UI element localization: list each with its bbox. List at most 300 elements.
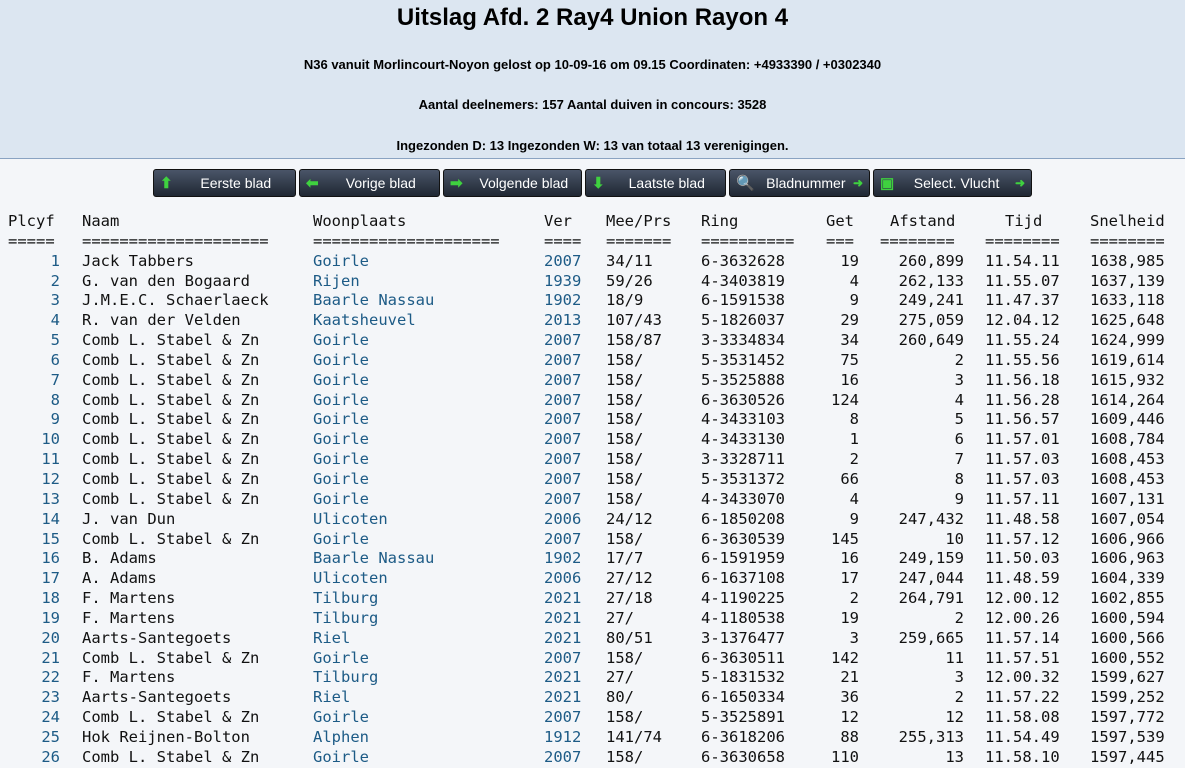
club-link[interactable]: 2006	[544, 569, 582, 588]
town-link[interactable]: Goirle	[313, 747, 369, 766]
speed-cell: 1600,594	[1090, 608, 1165, 627]
ring-cell: 3-3334834	[701, 331, 785, 350]
town-link[interactable]: Goirle	[313, 370, 369, 389]
ring-cell: 6-1637108	[701, 569, 785, 588]
distance-cell: 249,159	[898, 549, 964, 568]
club-link[interactable]: 2021	[544, 608, 582, 627]
sep-get: ===	[826, 231, 854, 250]
table-row	[0, 589, 1185, 609]
entries-cell: 158/	[606, 410, 644, 429]
place-link[interactable]: 18	[41, 589, 60, 608]
page-number-button[interactable]	[729, 169, 870, 197]
time-cell: 11.58.08	[985, 708, 1060, 727]
ring-cell: 5-1826037	[701, 311, 785, 330]
go-arrow-icon: ➜	[1014, 176, 1025, 190]
club-link[interactable]: 2007	[544, 350, 582, 369]
town-link[interactable]: Goirle	[313, 410, 369, 429]
entries-cell: 34/11	[606, 251, 653, 270]
ring-cell: 4-3433103	[701, 410, 785, 429]
club-link[interactable]: 2007	[544, 251, 582, 270]
club-link[interactable]: 2021	[544, 628, 582, 647]
marked-cell: 17	[840, 569, 859, 588]
club-link[interactable]: 1902	[544, 549, 582, 568]
sep-plcyf: =====	[8, 231, 55, 250]
table-row	[0, 430, 1185, 450]
col-woonplaats: Woonplaats	[313, 212, 407, 230]
table-row	[0, 748, 1185, 768]
entries-cell: 158/	[606, 430, 644, 449]
distance-cell: 262,133	[898, 271, 964, 290]
entries-cell: 158/	[606, 489, 644, 508]
distance-cell: 255,313	[898, 727, 964, 746]
place-link[interactable]: 12	[41, 469, 60, 488]
name-cell: Comb L. Stabel & Zn	[82, 430, 260, 449]
col-plcyf: Plcyf	[8, 212, 55, 230]
marked-cell: 36	[840, 688, 859, 707]
name-cell: Hok Reijnen-Bolton	[82, 727, 250, 746]
entries-cell: 158/	[606, 450, 644, 469]
distance-cell: 260,899	[898, 251, 964, 270]
speed-cell: 1599,627	[1090, 668, 1165, 687]
time-cell: 11.57.22	[985, 688, 1060, 707]
col-tijd: Tijd	[1005, 212, 1043, 230]
name-cell: Comb L. Stabel & Zn	[82, 450, 260, 469]
table-row	[0, 272, 1185, 292]
name-cell: B. Adams	[82, 549, 157, 568]
table-row	[0, 728, 1185, 748]
distance-cell: 5	[954, 410, 964, 429]
time-cell: 11.58.10	[985, 747, 1060, 766]
time-cell: 11.56.18	[985, 370, 1060, 389]
distance-cell: 3	[954, 668, 964, 687]
table-row	[0, 549, 1185, 569]
town-link[interactable]: Kaatsheuvel	[313, 311, 416, 330]
club-link[interactable]: 1912	[544, 727, 582, 746]
time-cell: 11.56.57	[985, 410, 1060, 429]
ring-cell: 6-3618206	[701, 727, 785, 746]
speed-cell: 1614,264	[1090, 390, 1165, 409]
name-cell: Comb L. Stabel & Zn	[82, 350, 260, 369]
speed-cell: 1599,252	[1090, 688, 1165, 707]
time-cell: 11.55.07	[985, 271, 1060, 290]
entries-cell: 17/7	[606, 549, 644, 568]
name-cell: Jack Tabbers	[82, 251, 194, 270]
entries-cell: 27/18	[606, 589, 653, 608]
marked-cell: 2	[849, 589, 859, 608]
town-link[interactable]: Goirle	[313, 390, 369, 409]
page-number-label: Bladnummer	[766, 175, 846, 191]
place-link[interactable]: 22	[41, 668, 60, 687]
town-link[interactable]: Goirle	[313, 450, 369, 469]
place-link[interactable]: 20	[41, 628, 60, 647]
time-cell: 11.55.56	[985, 350, 1060, 369]
club-link[interactable]: 2021	[544, 688, 582, 707]
ring-cell: 3-3328711	[701, 450, 785, 469]
name-cell: Comb L. Stabel & Zn	[82, 648, 260, 667]
sep-ver: ====	[544, 231, 582, 250]
ring-cell: 6-3630526	[701, 390, 785, 409]
place-link[interactable]: 19	[41, 608, 60, 627]
ring-cell: 6-3630511	[701, 648, 785, 667]
town-link[interactable]: Tilburg	[313, 608, 379, 627]
marked-cell: 75	[840, 350, 859, 369]
club-link[interactable]: 2021	[544, 668, 582, 687]
time-cell: 12.00.12	[985, 589, 1060, 608]
club-link[interactable]: 2006	[544, 509, 582, 528]
first-page-button[interactable]	[153, 169, 296, 197]
town-link[interactable]: Riel	[313, 688, 351, 707]
entries-cell: 141/74	[606, 727, 662, 746]
time-cell: 11.54.11	[985, 251, 1060, 270]
entries-cell: 158/87	[606, 331, 662, 350]
marked-cell: 142	[831, 648, 859, 667]
marked-cell: 124	[831, 390, 859, 409]
ring-cell: 6-3632628	[701, 251, 785, 270]
next-page-button[interactable]	[443, 169, 582, 197]
town-link[interactable]: Baarle Nassau	[313, 291, 435, 310]
name-cell: Comb L. Stabel & Zn	[82, 489, 260, 508]
name-cell: Comb L. Stabel & Zn	[82, 469, 260, 488]
table-row	[0, 252, 1185, 272]
town-link[interactable]: Goirle	[313, 350, 369, 369]
entries-cell: 107/43	[606, 311, 662, 330]
distance-cell: 7	[954, 450, 964, 469]
marked-cell: 110	[831, 747, 859, 766]
town-link[interactable]: Goirle	[313, 469, 369, 488]
time-cell: 11.50.03	[985, 549, 1060, 568]
ring-cell: 6-3630539	[701, 529, 785, 548]
distance-cell: 275,059	[898, 311, 964, 330]
entries-cell: 158/	[606, 529, 644, 548]
speed-cell: 1633,118	[1090, 291, 1165, 310]
town-link[interactable]: Goirle	[313, 708, 369, 727]
town-link[interactable]: Baarle Nassau	[313, 549, 435, 568]
marked-cell: 2	[849, 450, 859, 469]
col-afstand: Afstand	[890, 212, 956, 230]
place-link[interactable]: 15	[41, 529, 60, 548]
ring-cell: 4-3433070	[701, 489, 785, 508]
table-row	[0, 510, 1185, 530]
table-row	[0, 688, 1185, 708]
table-row	[0, 629, 1185, 649]
time-cell: 11.54.49	[985, 727, 1060, 746]
name-cell: Comb L. Stabel & Zn	[82, 529, 260, 548]
previous-page-button[interactable]	[299, 169, 440, 197]
speed-cell: 1606,966	[1090, 529, 1165, 548]
time-cell: 12.04.12	[985, 311, 1060, 330]
distance-cell: 11	[945, 648, 964, 667]
time-cell: 12.00.32	[985, 668, 1060, 687]
table-row	[0, 569, 1185, 589]
time-cell: 11.55.24	[985, 331, 1060, 350]
table-row	[0, 291, 1185, 311]
col-get: Get	[826, 212, 854, 230]
distance-cell: 259,665	[898, 628, 964, 647]
place-link[interactable]: 14	[41, 509, 60, 528]
town-link[interactable]: Alphen	[313, 727, 369, 746]
place-link[interactable]: 4	[50, 311, 60, 330]
place-link[interactable]: 9	[50, 410, 60, 429]
club-link[interactable]: 2021	[544, 589, 582, 608]
table-row	[0, 668, 1185, 688]
place-link[interactable]: 16	[41, 549, 60, 568]
table-separator	[0, 232, 1185, 252]
arrow-up-icon: ⬆	[160, 175, 173, 192]
time-cell: 11.56.28	[985, 390, 1060, 409]
distance-cell: 2	[954, 608, 964, 627]
ring-cell: 4-1180538	[701, 608, 785, 627]
entries-cell: 27/	[606, 608, 634, 627]
sep-naam: ====================	[82, 231, 269, 250]
speed-cell: 1638,985	[1090, 251, 1165, 270]
results-table	[0, 212, 1185, 768]
club-link[interactable]: 2007	[544, 747, 582, 766]
distance-cell: 249,241	[898, 291, 964, 310]
town-link[interactable]: Ulicoten	[313, 569, 388, 588]
speed-cell: 1597,445	[1090, 747, 1165, 766]
ring-cell: 6-1850208	[701, 509, 785, 528]
participant-info: Aantal deelnemers: 157 Aantal duiven in concours: 3528	[418, 97, 767, 112]
place-link[interactable]: 2	[50, 271, 60, 290]
name-cell: A. Adams	[82, 569, 157, 588]
name-cell: Aarts-Santegoets	[82, 628, 232, 647]
time-cell: 11.48.58	[985, 509, 1060, 528]
marked-cell: 34	[840, 331, 859, 350]
distance-cell: 2	[954, 688, 964, 707]
ring-cell: 4-1190225	[701, 589, 785, 608]
ring-cell: 5-3531372	[701, 469, 785, 488]
marked-cell: 16	[840, 549, 859, 568]
sep-afstand: ========	[880, 231, 955, 250]
speed-cell: 1604,339	[1090, 569, 1165, 588]
name-cell: Comb L. Stabel & Zn	[82, 747, 260, 766]
name-cell: F. Martens	[82, 668, 176, 687]
name-cell: Comb L. Stabel & Zn	[82, 708, 260, 727]
table-row	[0, 530, 1185, 550]
town-link[interactable]: Rijen	[313, 271, 360, 290]
ring-cell: 5-3525891	[701, 708, 785, 727]
town-link[interactable]: Riel	[313, 628, 351, 647]
club-link[interactable]: 2007	[544, 450, 582, 469]
marked-cell: 9	[849, 291, 859, 310]
sep-snelheid: ========	[1090, 231, 1165, 250]
distance-cell: 12	[945, 708, 964, 727]
sep-meeprs: =======	[606, 231, 672, 250]
time-cell: 11.57.03	[985, 450, 1060, 469]
ring-cell: 4-3433130	[701, 430, 785, 449]
distance-cell: 9	[954, 489, 964, 508]
marked-cell: 88	[840, 727, 859, 746]
town-link[interactable]: Goirle	[313, 430, 369, 449]
marked-cell: 4	[849, 271, 859, 290]
marked-cell: 8	[849, 410, 859, 429]
place-link[interactable]: 10	[41, 430, 60, 449]
club-link[interactable]: 2007	[544, 648, 582, 667]
marked-cell: 1	[849, 430, 859, 449]
place-link[interactable]: 7	[50, 370, 60, 389]
name-cell: J. van Dun	[82, 509, 176, 528]
place-link[interactable]: 25	[41, 727, 60, 746]
distance-cell: 247,044	[898, 569, 964, 588]
place-link[interactable]: 3	[50, 291, 60, 310]
entries-cell: 158/	[606, 648, 644, 667]
town-link[interactable]: Ulicoten	[313, 509, 388, 528]
club-link[interactable]: 2007	[544, 469, 582, 488]
name-cell: F. Martens	[82, 589, 176, 608]
town-link[interactable]: Goirle	[313, 331, 369, 350]
entries-cell: 158/	[606, 708, 644, 727]
time-cell: 12.00.26	[985, 608, 1060, 627]
table-row	[0, 351, 1185, 371]
marked-cell: 21	[840, 668, 859, 687]
place-link[interactable]: 26	[41, 747, 60, 766]
distance-cell: 10	[945, 529, 964, 548]
sep-tijd: ========	[985, 231, 1060, 250]
speed-cell: 1608,453	[1090, 469, 1165, 488]
club-link[interactable]: 2007	[544, 331, 582, 350]
ring-cell: 3-1376477	[701, 628, 785, 647]
club-link[interactable]: 2007	[544, 390, 582, 409]
marked-cell: 16	[840, 370, 859, 389]
place-link[interactable]: 11	[41, 450, 60, 469]
name-cell: F. Martens	[82, 608, 176, 627]
speed-cell: 1607,131	[1090, 489, 1165, 508]
time-cell: 11.47.37	[985, 291, 1060, 310]
time-cell: 11.57.51	[985, 648, 1060, 667]
town-link[interactable]: Goirle	[313, 648, 369, 667]
time-cell: 11.57.14	[985, 628, 1060, 647]
select-flight-button[interactable]	[873, 169, 1032, 197]
club-link[interactable]: 2007	[544, 370, 582, 389]
entries-cell: 158/	[606, 747, 644, 766]
entries-cell: 80/	[606, 688, 634, 707]
col-snelheid: Snelheid	[1090, 212, 1165, 230]
arrow-right-icon: ➡	[450, 175, 463, 192]
place-link[interactable]: 23	[41, 688, 60, 707]
distance-cell: 3	[954, 370, 964, 389]
col-ring: Ring	[701, 212, 739, 230]
marked-cell: 29	[840, 311, 859, 330]
name-cell: Comb L. Stabel & Zn	[82, 331, 260, 350]
entries-cell: 80/51	[606, 628, 653, 647]
town-link[interactable]: Tilburg	[313, 589, 379, 608]
place-link[interactable]: 24	[41, 708, 60, 727]
club-link[interactable]: 2007	[544, 529, 582, 548]
place-link[interactable]: 8	[50, 390, 60, 409]
name-cell: Aarts-Santegoets	[82, 688, 232, 707]
time-cell: 11.57.12	[985, 529, 1060, 548]
entries-cell: 158/	[606, 390, 644, 409]
speed-cell: 1619,614	[1090, 350, 1165, 369]
table-row	[0, 371, 1185, 391]
entries-cell: 158/	[606, 370, 644, 389]
club-link[interactable]: 1902	[544, 291, 582, 310]
time-cell: 11.57.11	[985, 489, 1060, 508]
club-link[interactable]: 2007	[544, 708, 582, 727]
marked-cell: 12	[840, 708, 859, 727]
speed-cell: 1606,963	[1090, 549, 1165, 568]
place-link[interactable]: 13	[41, 489, 60, 508]
sep-ring: ==========	[701, 231, 795, 250]
club-link[interactable]: 2013	[544, 311, 582, 330]
name-cell: R. van der Velden	[82, 311, 241, 330]
sep-woonplaats: ====================	[313, 231, 500, 250]
distance-cell: 247,432	[898, 509, 964, 528]
last-page-button[interactable]	[585, 169, 726, 197]
town-link[interactable]: Tilburg	[313, 668, 379, 687]
table-row	[0, 331, 1185, 351]
next-page-label: Volgende blad	[479, 175, 569, 191]
place-link[interactable]: 17	[41, 569, 60, 588]
table-row	[0, 609, 1185, 629]
arrow-down-icon: ⬇	[592, 175, 605, 192]
time-cell: 11.48.59	[985, 569, 1060, 588]
table-row	[0, 410, 1185, 430]
page-navigation	[153, 169, 1032, 197]
ring-cell: 5-3525888	[701, 370, 785, 389]
speed-cell: 1608,784	[1090, 430, 1165, 449]
previous-page-label: Vorige blad	[345, 175, 416, 191]
town-link[interactable]: Goirle	[313, 251, 369, 270]
town-link[interactable]: Goirle	[313, 529, 369, 548]
ring-cell: 6-1591959	[701, 549, 785, 568]
club-link[interactable]: 2007	[544, 489, 582, 508]
time-cell: 11.57.01	[985, 430, 1060, 449]
entries-cell: 158/	[606, 350, 644, 369]
first-page-label: Eerste blad	[200, 175, 272, 191]
table-row	[0, 490, 1185, 510]
speed-cell: 1609,446	[1090, 410, 1165, 429]
club-link[interactable]: 2007	[544, 410, 582, 429]
name-cell: Comb L. Stabel & Zn	[82, 390, 260, 409]
select-box-icon: ▣	[880, 175, 895, 192]
table-row	[0, 311, 1185, 331]
entries-cell: 27/	[606, 668, 634, 687]
speed-cell: 1637,139	[1090, 271, 1165, 290]
place-link[interactable]: 21	[41, 648, 60, 667]
time-cell: 11.57.03	[985, 469, 1060, 488]
speed-cell: 1608,453	[1090, 450, 1165, 469]
ring-cell: 5-1831532	[701, 668, 785, 687]
speed-cell: 1607,054	[1090, 509, 1165, 528]
club-link[interactable]: 1939	[544, 271, 582, 290]
marked-cell: 4	[849, 489, 859, 508]
table-row	[0, 649, 1185, 669]
name-cell: G. van den Bogaard	[82, 271, 250, 290]
place-link[interactable]: 1	[50, 251, 60, 270]
table-header	[0, 212, 1185, 232]
ring-cell: 6-1591538	[701, 291, 785, 310]
col-meeprs: Mee/Prs	[606, 212, 672, 230]
distance-cell: 2	[954, 350, 964, 369]
last-page-label: Laatste blad	[628, 175, 705, 191]
club-link[interactable]: 2007	[544, 430, 582, 449]
table-row	[0, 470, 1185, 490]
page-header	[0, 0, 1185, 159]
entries-cell: 158/	[606, 469, 644, 488]
entries-cell: 18/9	[606, 291, 644, 310]
distance-cell: 8	[954, 469, 964, 488]
place-link[interactable]: 5	[50, 331, 60, 350]
town-link[interactable]: Goirle	[313, 489, 369, 508]
speed-cell: 1597,539	[1090, 727, 1165, 746]
race-info: N36 vanuit Morlincourt-Noyon gelost op 10-09-16 om 09.15 Coordinaten: +4933390 / +0302340	[303, 57, 882, 72]
ring-cell: 5-3531452	[701, 350, 785, 369]
name-cell: Comb L. Stabel & Zn	[82, 410, 260, 429]
place-link[interactable]: 6	[50, 350, 60, 369]
submission-info: Ingezonden D: 13 Ingezonden W: 13 van totaal 13 verenigingen.	[396, 138, 789, 153]
col-naam: Naam	[82, 212, 120, 230]
